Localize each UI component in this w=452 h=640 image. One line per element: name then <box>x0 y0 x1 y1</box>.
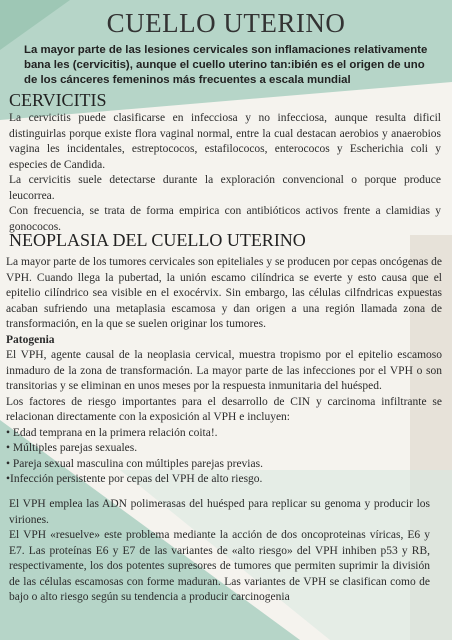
cervicitis-paragraph-3: Con frecuencia, se trata de forma empirica con antibióticos activos frente a clamidias y gonococos. <box>9 205 441 233</box>
cervicitis-paragraph-2: La cervicitis suele detectarse durante la exploración convencional o porque produce leucorrea. <box>9 174 441 202</box>
risk-factor-4: •Infección persistente por cepas del VPH de alto riesgo. <box>6 473 263 485</box>
page-title: CUELLO UTERINO <box>106 8 346 38</box>
cervicitis-heading: CERVICITIS <box>9 90 107 110</box>
patogenia-label: Patogenia <box>6 333 55 346</box>
neoplasia-section <box>6 255 442 488</box>
neoplasia-paragraph-2: El VPH, agente causal de la neoplasia cervical, muestra tropismo por el epitelio escamoso inmaduro de la zona de transformación. La mayor parte de las infecciones por el VPH o son transitorias y se eliminan en unos meses por la respuesta inmunitaria del huésped. <box>6 349 442 392</box>
risk-factor-3: • Pareja sexual masculina con múltiples parejas previas. <box>6 457 263 470</box>
cervicitis-paragraph-1: La cervicitis puede clasificarse en infecciosa y no infecciosa, aunque resulta dificil distinguirlas porque existe flora vaginal normal, entre la cual destacan aerobios y anaerobios vagina les incidentales, estreptococos, estafilococos, enterococos y Escherichia coli y especies de Candida. <box>9 112 441 171</box>
vph-paragraph-1: El VPH emplea las ADN polimerasas del huésped para replicar su genoma y producir los viriones. <box>9 498 430 526</box>
neoplasia-paragraph-1: La mayor parte de los tumores cervicales son epiteliales y se producen por cepas oncógenas de VPH. Cuando llega la pubertad, la unión escamo cilíndrica se everte y esto causa que el epitelio cilíndrico sea visible en el exocérvix. Sin embargo, las células cilfndricas expuestas acaban sufriendo una metaplasia escamosa y dan origen a una región llamada zona de transformación, en la que se suelen originar los tumores. <box>6 256 442 330</box>
page-subtitle: La mayor parte de las lesiones cervicales son inflamaciones relativamente bana les (cervicitis), aunque el cuello uterino tan:ibién es el origen de uno de los cánceres femeninos más frecuentes a escala mundial <box>24 44 428 86</box>
neoplasia-heading: NEOPLASIA DEL CUELLO UTERINO <box>9 230 306 250</box>
vph-section <box>9 497 430 606</box>
cervicitis-section <box>9 111 441 235</box>
risk-factor-1: • Edad temprana en la primera relación coita!. <box>6 426 218 439</box>
risk-factor-2: • Múltiples parejas sexuales. <box>6 442 138 454</box>
vph-paragraph-2: El VPH «resuelve» este problema mediante la acción de dos oncoproteinas víricas, E6 y E7. Las proteínas E6 y E7 de las variantes de «alto riesgo» del VPH inhiben p53 y RB, respectivamente, los dos potentes supresores de tumores que permiten suprimir la división de las células escamosas con forme maduran. Las variantes de VPH se clasifican como de bajo o alto riesgo según su tendencia a producir carcinogenia <box>9 529 430 603</box>
neoplasia-paragraph-3: Los factores de riesgo importantes para el desarrollo de CIN y carcinoma infiltrante se relacionan directamente con la exposición al VPH e incluyen: <box>6 395 442 423</box>
